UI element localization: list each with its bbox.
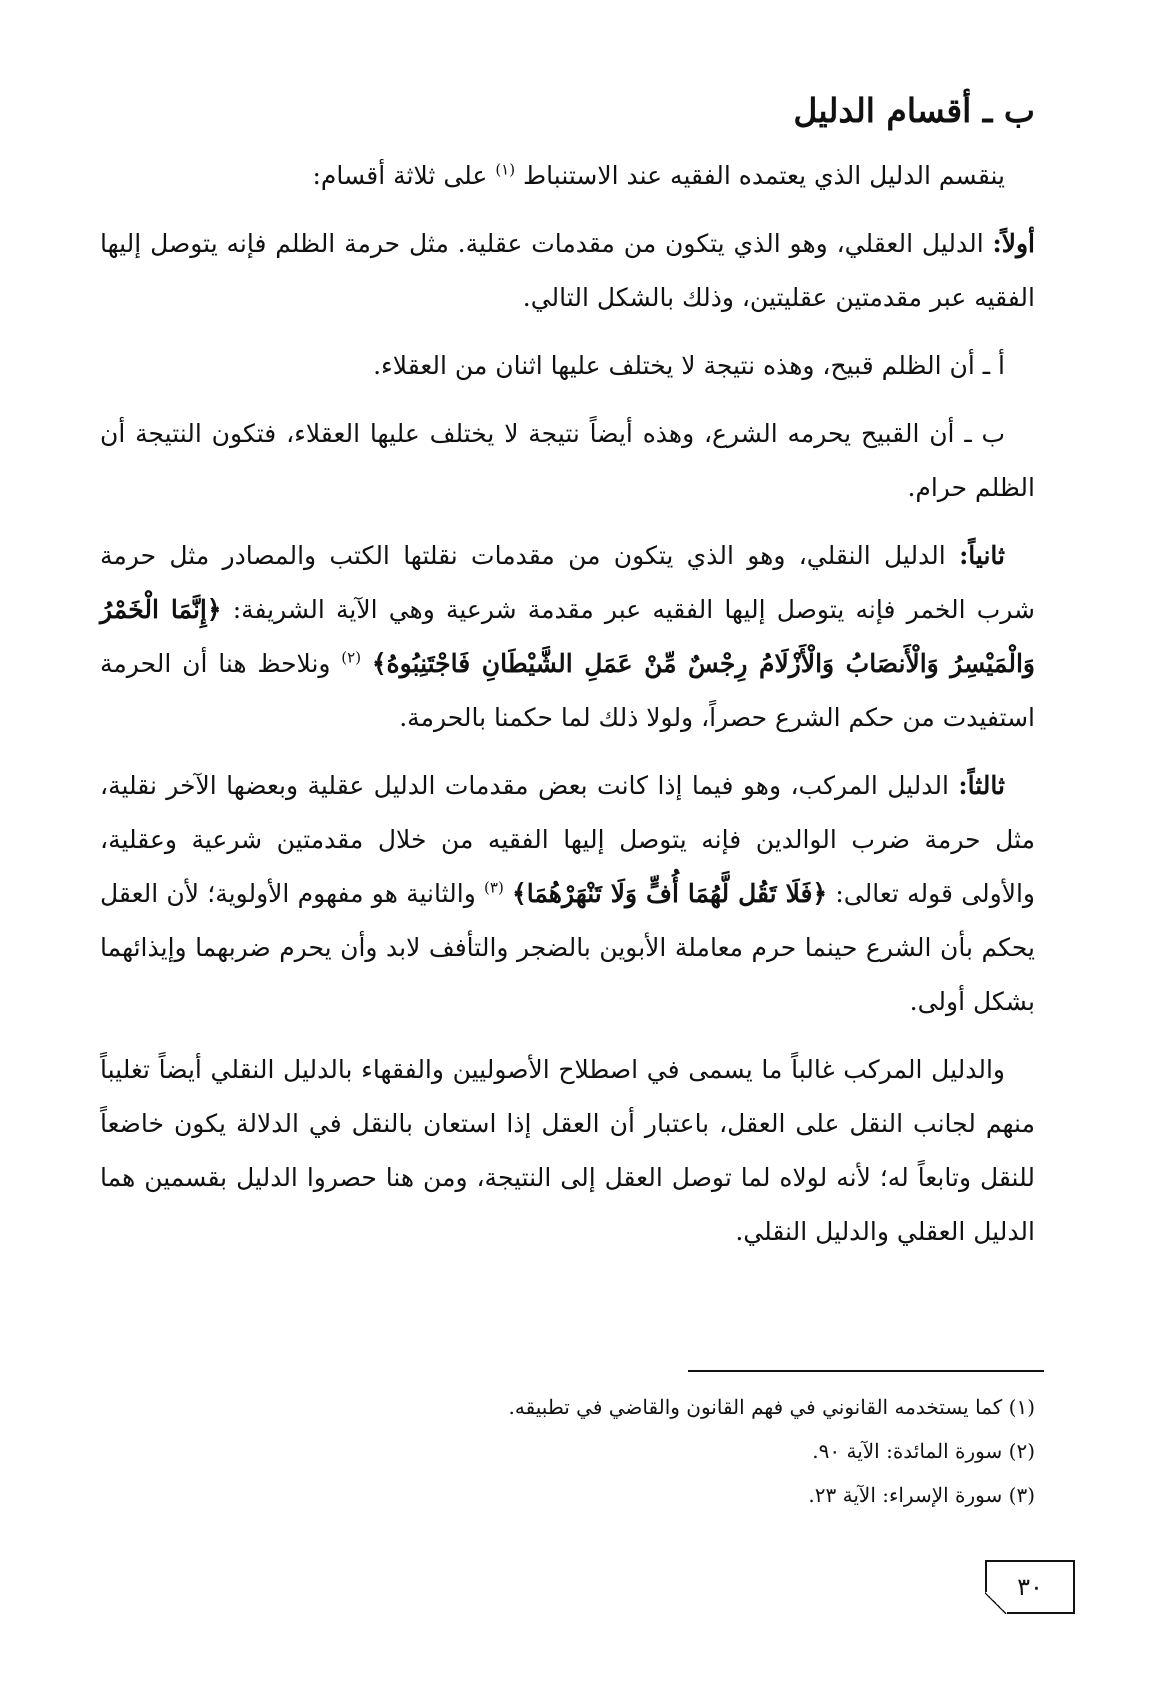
intro-paragraph xyxy=(100,149,1035,203)
third-type-text: الدليل المركب، وهو فيما إذا كانت بعض مقدمات الدليل عقلية وبعضها الآخر نقلية، مثل حرمة ضرب الوالدين فإنه يتوصل إليها الفقيه من خلال مقدمتين شرعية وعقلية، والأولى قوله تعالى: xyxy=(100,770,1036,908)
footnote-ref-1[interactable]: (١) xyxy=(495,160,516,179)
footnote-ref-2[interactable]: (٢) xyxy=(341,648,362,667)
page-number: ٣٠ xyxy=(985,1560,1075,1614)
second-type-text: الدليل النقلي، وهو الذي يتكون من مقدمات نقلتها الكتب والمصادر مثل حرمة شرب الخمر فإنه يتوصل إليها الفقيه عبر مقدمة شرعية وهي الآية الشريفة: xyxy=(100,540,1036,624)
section-heading: ب ـ أقسام الدليل xyxy=(793,91,1035,130)
quran-verse-2: ﴿فَلَا تَقُل لَّهُمَا أُفٍّ وَلَا تَنْهَرْهُمَا﴾ xyxy=(512,878,828,908)
footnote-1: (١) كما يستخدمه القانوني في فهم القانون والقاضي في تطبيقه. xyxy=(508,1395,1035,1419)
intro-text-end: على ثلاثة أقسام: xyxy=(312,160,488,190)
third-type-paragraph xyxy=(100,759,1035,1029)
second-type-paragraph xyxy=(100,529,1035,745)
footnote-divider xyxy=(688,1370,1044,1372)
item-a: أ ـ أن الظلم قبيح، وهذه نتيجة لا يختلف عليها اثنان من العقلاء. xyxy=(373,350,1005,380)
first-type-text: الدليل العقلي، وهو الذي يتكون من مقدمات عقلية. مثل حرمة الظلم فإنه يتوصل إليها الفقيه عبر مقدمتين عقليتين، وذلك بالشكل التالي. xyxy=(100,228,1035,312)
footnote-3: (٣) سورة الإسراء: الآية ٢٣. xyxy=(808,1483,1035,1507)
intro-text: ينقسم الدليل الذي يعتمده الفقيه عند الاستنباط xyxy=(523,160,1005,190)
page-curl-icon xyxy=(985,1592,1007,1614)
third-type-label: ثالثاً: xyxy=(958,770,1006,800)
second-type-text-end: ونلاحظ هنا أن الحرمة استفيدت من حكم الشرع حصراً، ولولا ذلك لما حكمنا بالحرمة. xyxy=(100,648,1035,732)
first-type-label: أولاً: xyxy=(992,228,1035,258)
footnote-2: (٢) سورة المائدة: الآية ٩٠. xyxy=(812,1439,1035,1463)
footnote-ref-3[interactable]: (٣) xyxy=(484,878,504,897)
third-type-text-end: والثانية هو مفهوم الأولوية؛ لأن العقل يحكم بأن الشرع حينما حرم معاملة الأبوين بالضجر والتأفف لابد وأن يحرم ضربهما وإيذائهما بشكل أولى. xyxy=(100,878,1035,1016)
page-body xyxy=(100,90,1035,1273)
first-type-paragraph xyxy=(100,217,1035,325)
second-type-label: ثانياً: xyxy=(959,540,1005,570)
footnotes xyxy=(100,1385,1035,1517)
closing-paragraph: والدليل المركب غالباً ما يسمى في اصطلاح الأصوليين والفقهاء بالدليل النقلي أيضاً تغليباً منهم لجانب النقل على العقل، باعتبار أن العقل إذا استعان بالنقل في الدلالة يكون خاضعاً للنقل وتابعاً له؛ لأنه لولاه لما توصل العقل إلى النتيجة، ومن هنا حصروا الدليل بقسمين هما الدليل العقلي والدليل النقلي. xyxy=(100,1054,1035,1246)
quran-verse-1: ﴿إِنَّمَا الْخَمْرُ وَالْمَيْسِرُ وَالْأَنصَابُ وَالْأَزْلَامُ رِجْسٌ مِّنْ عَمَلِ الشَّيْطَانِ فَاجْتَنِبُوهُ﴾ xyxy=(100,594,1036,678)
item-b: ب ـ أن القبيح يحرمه الشرع، وهذه أيضاً نتيجة لا يختلف عليها العقلاء، فتكون النتيجة أن الظلم حرام. xyxy=(100,418,1035,502)
